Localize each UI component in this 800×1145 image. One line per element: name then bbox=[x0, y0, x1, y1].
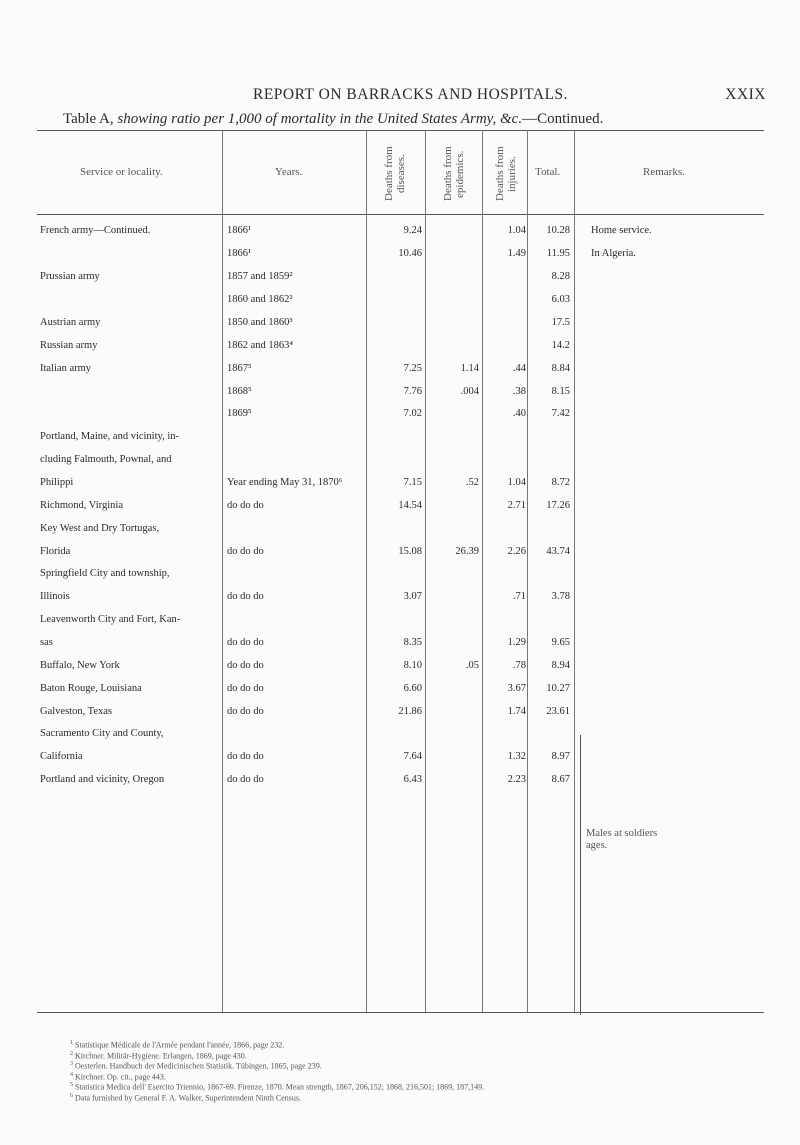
col-sep bbox=[482, 130, 483, 1012]
row-service: Florida bbox=[40, 545, 71, 557]
footnote-mark: 4 bbox=[70, 1071, 73, 1078]
row-injuries: .78 bbox=[512, 659, 526, 671]
col-header-diseases: Deaths from diseases. bbox=[383, 146, 407, 202]
row-years: do do do bbox=[227, 705, 264, 717]
row-injuries: 1.32 bbox=[507, 751, 526, 763]
row-total: 9.65 bbox=[551, 636, 570, 648]
row-service: Philippi bbox=[40, 476, 74, 488]
footnote-text: Oesterlen. Handbuch der Medicinischen Statistik. Tübingen, 1865, page 239. bbox=[73, 1061, 322, 1071]
row-injuries: 1.04 bbox=[507, 476, 526, 488]
col-sep bbox=[527, 130, 528, 1012]
row-years: 1862 and 1863⁴ bbox=[227, 339, 294, 351]
row-epidemics: 1.14 bbox=[460, 362, 479, 374]
caption-prefix: Table A, bbox=[63, 111, 114, 127]
row-service: Illinois bbox=[40, 591, 70, 603]
row-total: 8.15 bbox=[551, 385, 570, 397]
row-service: Russian army bbox=[40, 339, 98, 351]
row-years: do do do bbox=[227, 545, 264, 557]
row-total: 17.5 bbox=[551, 316, 570, 328]
row-total: 8.94 bbox=[551, 659, 570, 671]
row-service: Portland, Maine, and vicinity, in- bbox=[40, 431, 180, 443]
row-diseases: 9.24 bbox=[403, 225, 422, 237]
col-header-years: Years. bbox=[275, 166, 303, 178]
col-header-injuries: Deaths from injuries. bbox=[494, 146, 518, 202]
row-total: 10.28 bbox=[546, 225, 570, 237]
row-total: 14.2 bbox=[551, 339, 570, 351]
footnote-mark: 6 bbox=[70, 1092, 73, 1099]
row-total: 8.97 bbox=[551, 751, 570, 763]
row-years: do do do bbox=[227, 682, 264, 694]
row-total: 10.27 bbox=[546, 682, 570, 694]
row-years: do do do bbox=[227, 499, 264, 511]
row-diseases: 6.43 bbox=[403, 774, 422, 786]
row-epidemics: .004 bbox=[460, 385, 479, 397]
row-total: 8.67 bbox=[551, 774, 570, 786]
row-total: 8.72 bbox=[551, 476, 570, 488]
row-years: 1857 and 1859² bbox=[227, 271, 293, 283]
row-years: 1866¹ bbox=[227, 225, 252, 237]
table-caption bbox=[63, 111, 603, 128]
row-injuries: .44 bbox=[512, 362, 526, 374]
row-diseases: 6.60 bbox=[403, 682, 422, 694]
footnote-mark: 1 bbox=[70, 1040, 73, 1046]
caption-italic: showing ratio per 1,000 of mortality in the United States Army, &c. bbox=[117, 111, 523, 127]
row-injuries: 1.74 bbox=[507, 705, 526, 717]
col-header-epidemics: Deaths from epidemics. bbox=[442, 146, 466, 202]
row-years: 1867⁵ bbox=[227, 362, 252, 374]
table-bottom-rule bbox=[37, 1012, 764, 1013]
row-years: 1869⁵ bbox=[227, 408, 252, 420]
footnote-text: Statistique Médicale de l'Armée pendant l'année, 1866, page 232. bbox=[73, 1040, 285, 1050]
page-number: XXIX bbox=[725, 86, 766, 103]
footnote-mark: 5 bbox=[70, 1082, 73, 1088]
row-years: 1860 and 1862² bbox=[227, 294, 293, 306]
row-injuries: .38 bbox=[512, 385, 526, 397]
header-bottom-rule bbox=[37, 214, 764, 215]
row-diseases: 8.35 bbox=[403, 636, 422, 648]
row-service: Sacramento City and County, bbox=[40, 728, 164, 740]
row-epidemics: .05 bbox=[465, 659, 479, 671]
row-years: do do do bbox=[227, 591, 264, 603]
row-injuries: 3.67 bbox=[507, 682, 526, 694]
row-years: 1850 and 1860³ bbox=[227, 316, 293, 328]
col-header-remarks: Remarks. bbox=[643, 166, 685, 178]
row-epidemics: 26.39 bbox=[455, 545, 479, 557]
row-diseases: 7.15 bbox=[403, 476, 422, 488]
row-years: do do do bbox=[227, 636, 264, 648]
row-service: Springfield City and township, bbox=[40, 568, 170, 580]
row-injuries: .40 bbox=[512, 408, 526, 420]
row-diseases: 7.25 bbox=[403, 362, 422, 374]
row-injuries: .71 bbox=[512, 591, 526, 603]
row-diseases: 7.76 bbox=[403, 385, 422, 397]
row-injuries: 2.26 bbox=[507, 545, 526, 557]
row-service: sas bbox=[40, 636, 53, 648]
row-injuries: 2.23 bbox=[507, 774, 526, 786]
row-injuries: 1.49 bbox=[507, 248, 526, 260]
row-years: do do do bbox=[227, 751, 264, 763]
row-years: 1868⁵ bbox=[227, 385, 252, 397]
page-header bbox=[0, 86, 800, 106]
row-total: 8.84 bbox=[551, 362, 570, 374]
col-header-service: Service or locality. bbox=[80, 166, 163, 178]
row-service: Key West and Dry Tortugas, bbox=[40, 522, 160, 534]
row-total: 6.03 bbox=[551, 294, 570, 306]
running-title: REPORT ON BARRACKS AND HOSPITALS. bbox=[253, 86, 569, 103]
row-diseases: 21.86 bbox=[398, 705, 422, 717]
row-service: French army—Continued. bbox=[40, 225, 151, 237]
footnote-text: Kirchner. Op. cit., page 443. bbox=[73, 1072, 166, 1082]
row-total: 17.26 bbox=[546, 499, 570, 511]
row-service: Galveston, Texas bbox=[40, 705, 112, 717]
footnote-mark: 3 bbox=[70, 1061, 73, 1067]
table-top-rule bbox=[37, 130, 764, 131]
row-diseases: 7.64 bbox=[403, 751, 422, 763]
row-total: 23.61 bbox=[546, 705, 570, 717]
row-total: 3.78 bbox=[551, 591, 570, 603]
row-total: 11.95 bbox=[546, 248, 570, 260]
row-years: Year ending May 31, 1870⁶ bbox=[227, 476, 343, 488]
footnote-text: Data furnished by General F. A. Walker, Superintendent Ninth Census. bbox=[73, 1093, 301, 1103]
row-remarks: In Algeria. bbox=[591, 248, 636, 260]
row-injuries: 1.04 bbox=[507, 225, 526, 237]
row-service: Baton Rouge, Louisiana bbox=[40, 682, 142, 694]
row-total: 7.42 bbox=[551, 408, 570, 420]
col-sep bbox=[425, 130, 426, 1012]
row-years: do do do bbox=[227, 659, 264, 671]
footnote bbox=[70, 1091, 301, 1104]
row-diseases: 7.02 bbox=[403, 408, 422, 420]
row-injuries: 2.71 bbox=[507, 499, 526, 511]
footnote-mark: 2 bbox=[70, 1050, 73, 1057]
row-service: Prussian army bbox=[40, 271, 100, 283]
row-diseases: 8.10 bbox=[403, 659, 422, 671]
row-service: Buffalo, New York bbox=[40, 659, 120, 671]
footnote-text: Statistica Medica dell' Esercito Triennio, 1867-69. Firenze, 1870. Mean strength, 1867, 206,152; 1868, 216,501; 1869, 187,149. bbox=[73, 1082, 485, 1092]
row-service: Richmond, Virginia bbox=[40, 499, 123, 511]
row-diseases: 15.08 bbox=[398, 545, 422, 557]
footnote-text: Kirchner. Militär-Hygiene. Erlangen, 1869, page 430. bbox=[73, 1051, 247, 1061]
row-years: do do do bbox=[227, 774, 264, 786]
col-sep bbox=[222, 130, 223, 1012]
row-service: Italian army bbox=[40, 362, 92, 374]
brace-line bbox=[580, 735, 581, 1015]
row-diseases: 10.46 bbox=[398, 248, 422, 260]
caption-suffix: —Continued. bbox=[522, 111, 604, 127]
col-sep bbox=[574, 130, 575, 1012]
row-epidemics: .52 bbox=[465, 476, 479, 488]
row-injuries: 1.29 bbox=[507, 636, 526, 648]
row-total: 8.28 bbox=[551, 271, 570, 283]
row-diseases: 14.54 bbox=[398, 499, 422, 511]
col-sep bbox=[366, 130, 367, 1012]
row-service: Austrian army bbox=[40, 316, 101, 328]
row-service: California bbox=[40, 751, 83, 763]
brace-note: Males at soldiers ages. bbox=[586, 828, 658, 851]
row-remarks: Home service. bbox=[591, 225, 652, 237]
col-header-total: Total. bbox=[535, 166, 561, 178]
row-service: Leavenworth City and Fort, Kan- bbox=[40, 614, 181, 626]
row-years: 1866¹ bbox=[227, 248, 252, 260]
row-service: cluding Falmouth, Pownal, and bbox=[40, 454, 172, 466]
row-total: 43.74 bbox=[546, 545, 570, 557]
row-service: Portland and vicinity, Oregon bbox=[40, 774, 165, 786]
row-diseases: 3.07 bbox=[403, 591, 422, 603]
